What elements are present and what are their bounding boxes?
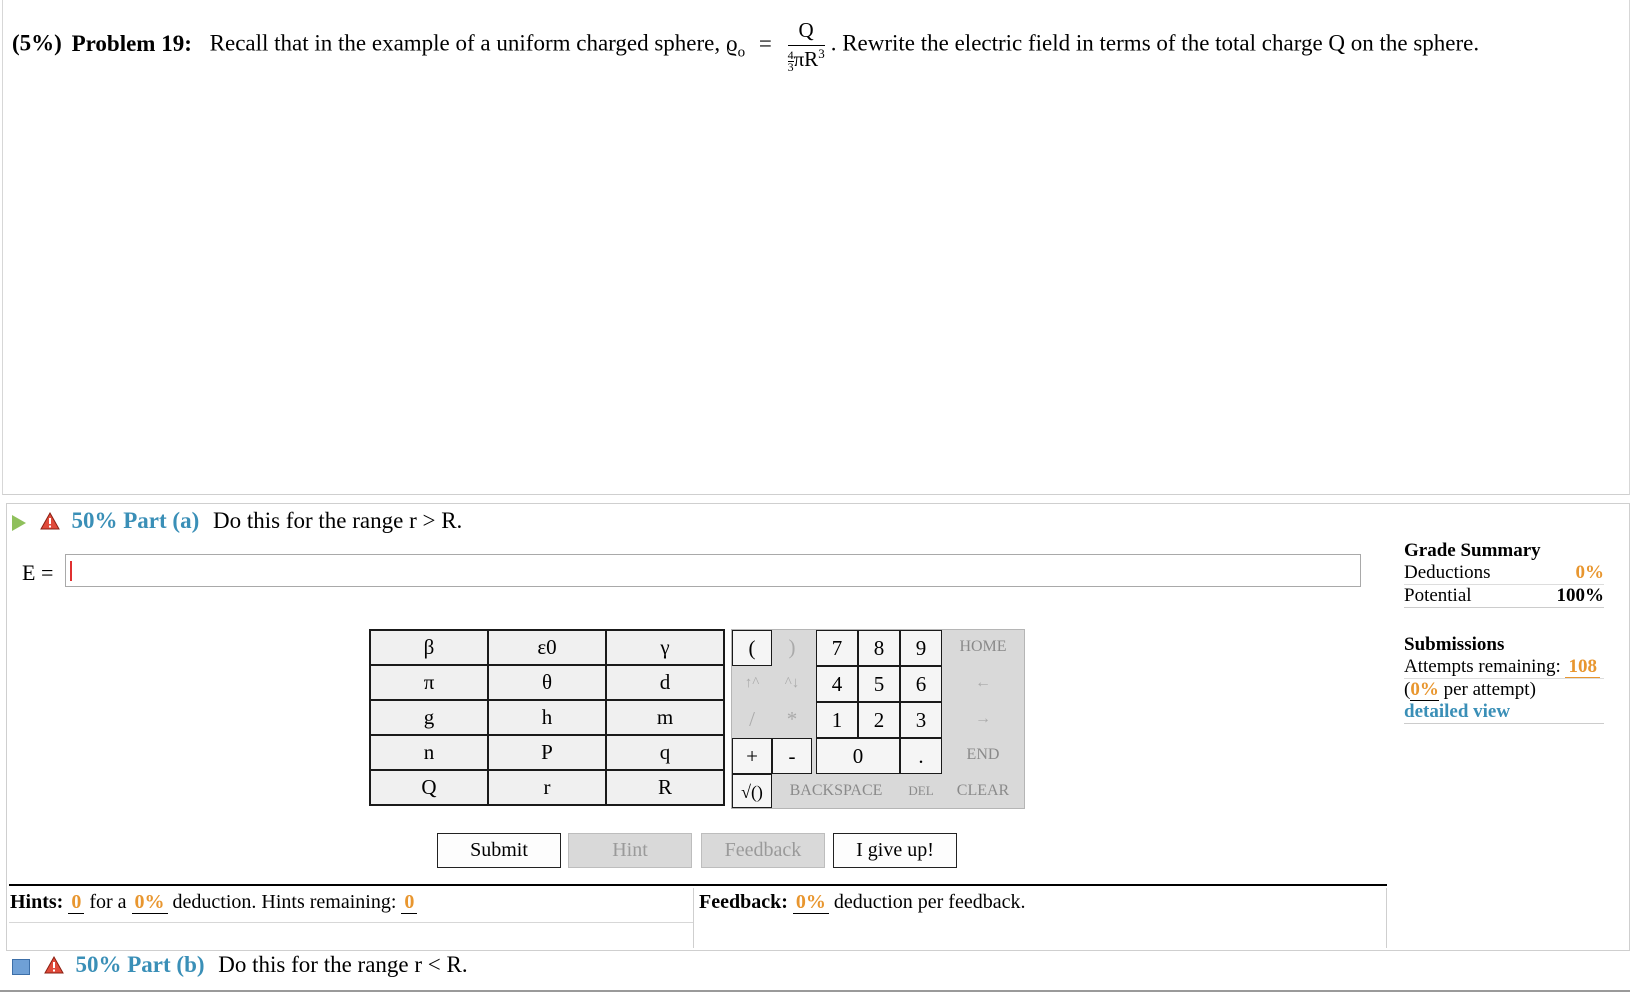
key-theta[interactable]: θ [488, 665, 606, 700]
key-right-arrow[interactable]: → [975, 710, 991, 727]
key-h[interactable]: h [488, 700, 606, 735]
key-q[interactable]: q [606, 735, 724, 770]
key-sqrt[interactable]: √() [732, 774, 772, 808]
key-pi[interactable]: π [370, 665, 488, 700]
key-r[interactable]: r [488, 770, 606, 805]
hints-deduction-text: deduction. Hints remaining: [172, 891, 397, 913]
key-gamma[interactable]: γ [606, 630, 724, 665]
key-m[interactable]: m [606, 700, 724, 735]
key-epsilon0[interactable]: ε0 [488, 630, 606, 665]
key-minus[interactable]: - [772, 738, 812, 774]
problem-statement [12, 18, 1479, 73]
key-2[interactable]: 2 [858, 702, 900, 738]
key-clear[interactable]: CLEAR [956, 782, 1010, 799]
problem-text-after: . Rewrite the electric field in terms of the total charge Q on the sphere. [830, 30, 1480, 56]
key-end[interactable]: END [966, 746, 1000, 763]
grade-summary [1404, 540, 1604, 608]
key-8[interactable]: 8 [858, 630, 900, 666]
key-3[interactable]: 3 [900, 702, 942, 738]
key-beta[interactable]: β [370, 630, 488, 665]
hints-label: Hints: [10, 891, 64, 913]
density-fraction [788, 18, 825, 73]
key-n[interactable]: n [370, 735, 488, 770]
key-left-arrow[interactable]: ← [975, 674, 991, 691]
potential-value: 100% [1556, 585, 1604, 606]
submissions-title: Submissions [1404, 634, 1505, 655]
key-del[interactable]: DEL [908, 783, 934, 798]
hints-for-a: for a [89, 891, 127, 913]
answer-label: E = [22, 560, 54, 585]
numeric-keypad [731, 629, 1025, 809]
hint-button[interactable]: Hint [568, 833, 692, 868]
submissions-panel [1404, 634, 1604, 724]
key-g[interactable]: g [370, 700, 488, 735]
key-close-paren[interactable]: ) [788, 635, 796, 659]
key-6[interactable]: 6 [900, 666, 942, 702]
problem-text-before: Recall that in the example of a uniform charged sphere, [209, 30, 721, 56]
key-up-caret[interactable]: ↑^ [744, 675, 760, 691]
symbol-keypad [369, 629, 725, 806]
hints-remaining: 0 [401, 891, 417, 914]
potential-row: Potential 100% [1404, 585, 1604, 606]
feedback-text [699, 891, 1025, 914]
key-Q[interactable]: Q [370, 770, 488, 805]
detailed-view-link[interactable]: detailed view [1404, 701, 1604, 724]
key-7[interactable]: 7 [816, 630, 858, 666]
key-P[interactable]: P [488, 735, 606, 770]
feedback-button[interactable]: Feedback [701, 833, 825, 868]
part-b-label: 50% Part (b) [75, 952, 205, 977]
part-b-text: Do this for the range r < R. [218, 952, 468, 977]
key-5[interactable]: 5 [858, 666, 900, 702]
bottom-border [0, 990, 1630, 992]
problem-weight: (5%) [12, 30, 62, 56]
fraction-numerator: Q [788, 18, 825, 46]
key-R[interactable]: R [606, 770, 724, 805]
key-9[interactable]: 9 [900, 630, 942, 666]
feedback-panel [694, 888, 1387, 948]
key-divide[interactable]: / [749, 707, 755, 731]
attempts-value: 108 [1565, 656, 1600, 678]
hints-count: 0 [68, 891, 84, 914]
attempts-remaining: Attempts remaining: 108 [1404, 656, 1604, 679]
feedback-label: Feedback: [699, 891, 788, 913]
grade-summary-title: Grade Summary [1404, 540, 1541, 561]
rho-symbol: $ϱ_o$ [725, 30, 746, 61]
hints-deduction: 0% [132, 891, 168, 914]
warning-icon [40, 510, 60, 536]
key-multiply[interactable]: * [786, 707, 798, 731]
per-attempt-value: 0% [1410, 679, 1439, 700]
part-b-header[interactable] [12, 952, 468, 980]
hints-feedback-divider [9, 884, 1387, 886]
key-0[interactable]: 0 [816, 738, 900, 774]
part-a-header[interactable] [12, 508, 462, 536]
key-plus[interactable]: + [732, 738, 772, 774]
per-attempt: (0% per attempt) [1404, 679, 1536, 700]
collapsed-box-icon[interactable] [12, 959, 30, 975]
deductions-row: Deductions 0% [1404, 562, 1604, 583]
key-d[interactable]: d [606, 665, 724, 700]
part-a-label: 50% Part (a) [71, 508, 200, 533]
equals-sign: = [758, 30, 772, 56]
problem-frame [2, 0, 1630, 495]
hints-text [10, 891, 417, 914]
answer-input[interactable] [65, 554, 1361, 587]
feedback-deduction-text: deduction per feedback. [833, 891, 1026, 913]
expand-triangle-icon[interactable] [12, 515, 26, 531]
text-caret [70, 561, 72, 581]
key-open-paren[interactable]: ( [732, 630, 772, 666]
key-1[interactable]: 1 [816, 702, 858, 738]
key-home[interactable]: HOME [959, 638, 1007, 655]
hints-panel [9, 888, 694, 948]
submit-button[interactable]: Submit [437, 833, 561, 868]
key-4[interactable]: 4 [816, 666, 858, 702]
key-dot[interactable]: . [900, 738, 942, 774]
problem-title: Problem 19: [71, 30, 192, 56]
warning-icon [44, 954, 64, 980]
fraction-denominator: $\frac{4}{3}$ $\pi R^3$ [787, 46, 825, 74]
part-a-text: Do this for the range r > R. [213, 508, 463, 533]
key-down-caret[interactable]: ^↓ [784, 675, 800, 691]
key-backspace[interactable]: BACKSPACE [789, 782, 883, 799]
deductions-value: 0% [1575, 562, 1604, 583]
feedback-deduction: 0% [793, 891, 829, 914]
give-up-button[interactable]: I give up! [833, 833, 957, 868]
